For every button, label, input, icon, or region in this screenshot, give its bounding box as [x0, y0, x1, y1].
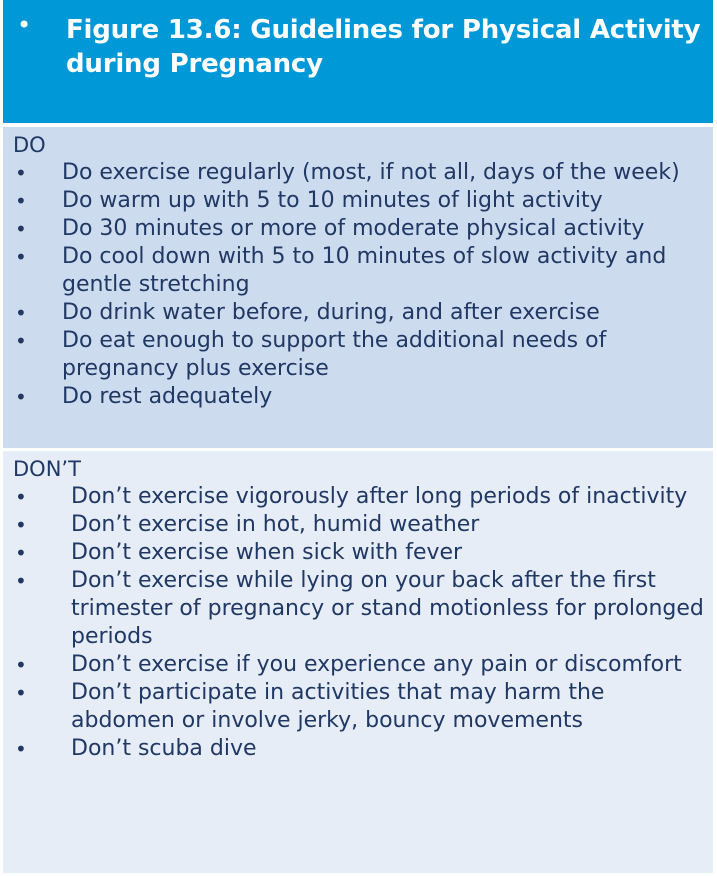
bullet: • — [15, 681, 27, 705]
list-item — [15, 243, 702, 299]
list-item — [15, 483, 705, 511]
list-item — [15, 299, 702, 327]
list-item — [15, 567, 705, 651]
bullet: • — [15, 301, 27, 325]
bullet: • — [15, 385, 27, 409]
list-item-text: Don’t scuba dive — [71, 736, 257, 761]
list-item — [15, 215, 702, 243]
list-item-text: Do warm up with 5 to 10 minutes of light activity — [62, 188, 603, 213]
bullet: • — [15, 245, 27, 269]
bullet: • — [15, 513, 27, 537]
do-list — [15, 159, 702, 411]
list-item-text: Don’t participate in activities that may harm the abdomen or involve jerky, bouncy movements — [71, 680, 605, 733]
list-item-text: Don’t exercise if you experience any pain or discomfort — [71, 652, 682, 677]
bullet: • — [15, 541, 27, 565]
list-item — [15, 679, 705, 735]
bullet: • — [15, 217, 27, 241]
list-item — [15, 511, 705, 539]
divider — [3, 123, 713, 126]
list-item-text: Do 30 minutes or more of moderate physical activity — [62, 216, 645, 241]
bullet: • — [15, 569, 27, 593]
bullet: • — [15, 189, 27, 213]
bullet: • — [15, 737, 27, 761]
figure-title: Figure 13.6: Guidelines for Physical Activity during Pregnancy — [66, 15, 701, 79]
bullet: • — [15, 653, 27, 677]
bullet: • — [15, 329, 27, 353]
list-item-text: Do exercise regularly (most, if not all, days of the week) — [62, 160, 680, 185]
list-item — [15, 187, 702, 215]
list-item — [15, 735, 705, 763]
figure-header — [3, 0, 713, 123]
list-item — [15, 327, 702, 383]
list-item-text: Don’t exercise vigorously after long periods of inactivity — [71, 484, 688, 509]
list-item-text: Don’t exercise in hot, humid weather — [71, 512, 480, 537]
list-item-text: Do eat enough to support the additional needs of pregnancy plus exercise — [62, 328, 607, 381]
list-item — [15, 159, 702, 187]
list-item — [15, 383, 702, 411]
list-item — [15, 651, 705, 679]
list-item-text: Do cool down with 5 to 10 minutes of slow activity and gentle stretching — [62, 244, 667, 297]
bullet: • — [15, 161, 27, 185]
list-item — [15, 539, 705, 567]
do-section-label: DO — [13, 133, 46, 157]
bullet: • — [15, 485, 27, 509]
dont-section-label: DON’T — [13, 457, 81, 481]
dont-list — [15, 483, 705, 763]
list-item-text: Don’t exercise when sick with fever — [71, 540, 463, 565]
list-item-text: Don’t exercise while lying on your back after the first trimester of pregnancy or stand motionless for prolonged periods — [71, 568, 704, 649]
list-item-text: Do drink water before, during, and after exercise — [62, 300, 600, 325]
list-item-text: Do rest adequately — [62, 384, 273, 409]
title-bullet: • — [17, 11, 32, 39]
